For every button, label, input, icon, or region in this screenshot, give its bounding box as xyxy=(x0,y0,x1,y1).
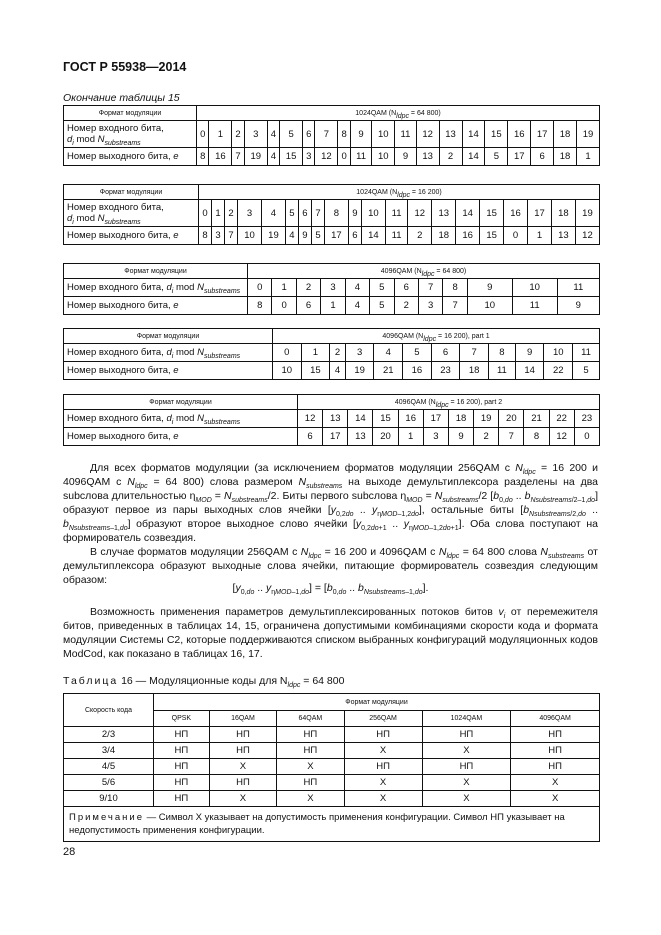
table16-caption: Таблица 16 — Модуляционные коды для $N_{ldpc} = 64$ 800 xyxy=(63,675,345,689)
table-row xyxy=(64,759,600,775)
output-bit-label: Номер выходного бита, e xyxy=(64,297,248,315)
table-cell: 8 xyxy=(524,428,549,446)
page-number: 28 xyxy=(63,846,76,858)
table-cell: 19 xyxy=(345,362,374,380)
table-cell: 1 xyxy=(321,297,345,315)
output-bit-label: Номер выходного бита, e xyxy=(64,428,298,446)
table-cell: 12 xyxy=(416,121,439,148)
body-text-1: Для всех форматов модуляции (за исключением форматов модуляции 256QAM с $N_{ldpc} = 16$ 200 и 4096QAM с $N_{ldpc} = 64$ 800) слова размером $N_{substreams}$ на выходе демультиплексора разделены на два subслова длительностью $\eta_{MOD} = N_{substreams}/2$. Биты первого subслова $\eta_{MOD} = N_{substreams}/2$ [$b_{0,do}$ .. $b_{Nsubstreams/2-1,do}$] образуют первое из пары выходных слов ячейки [$y_{0,2do}$ .. $y_{\eta MOD-1,2do}$], остальные биты [$b_{Nsubstreams/2,do}$ .. $b_{Nsubstreams-1,do}$] образуют второе выходное слово ячейки [$y_{0,2do+1}$ .. $y_{\eta MOD-1,2do+1}$]. Оба слова поступают на формирователь созвездия. В случае форматов модуляции 256QAM с $N_{ldpc} = 16$ 200 и 4096QAM с $N_{ldpc} = 64$ 800 слова $N_{substreams}$ от демультиплексора образуют выходные слова ячейки, питающие формирователь созвездия следующим образом: xyxy=(63,462,598,586)
table-cell: 7 xyxy=(460,344,489,362)
table-cell: 8 xyxy=(197,148,209,166)
table-row xyxy=(64,743,600,759)
table-cell: 12 xyxy=(575,227,599,245)
table-cell: 10 xyxy=(372,148,395,166)
modulation-col: QPSK xyxy=(154,711,210,727)
table-cell: 16 xyxy=(209,148,232,166)
table-cell: 23 xyxy=(574,410,599,428)
table-cell: 5 xyxy=(370,279,394,297)
table-cell: 3 xyxy=(303,148,315,166)
table-cell: 7 xyxy=(315,121,338,148)
table-cell: 14 xyxy=(456,200,480,227)
table-cell: НП xyxy=(422,727,511,743)
table-cell: X xyxy=(344,775,422,791)
table-cell: 6 xyxy=(298,200,311,227)
table-cell: 15 xyxy=(480,227,504,245)
table-cell: 10 xyxy=(238,227,262,245)
output-bit-label: Номер выходного бита, e xyxy=(64,227,199,245)
table-cell: 21 xyxy=(374,362,403,380)
table-cell: X xyxy=(511,775,600,791)
table-caption: Окончание таблицы 15 xyxy=(63,92,180,104)
format-title: 1024QAM ($N_{ldpc} = 16$ 200) xyxy=(199,185,600,200)
table-cell: 10 xyxy=(512,279,557,297)
table-cell: 4 xyxy=(285,227,298,245)
table-cell: 16 xyxy=(504,200,528,227)
table-cell: 15 xyxy=(373,410,398,428)
table-cell: 11 xyxy=(557,279,599,297)
table-cell: 13 xyxy=(432,200,456,227)
table-cell: 7 xyxy=(232,148,244,166)
table-cell: X xyxy=(277,791,344,807)
table-cell: 5/6 xyxy=(64,775,154,791)
table-cell: 12 xyxy=(408,200,432,227)
table-cell: 15 xyxy=(301,362,330,380)
table-cell: 5 xyxy=(280,121,303,148)
table-cell: 4 xyxy=(330,362,346,380)
input-bit-label: Номер входного бита, $d_i$ mod $N_{substreams}$ xyxy=(64,200,199,227)
table-cell: 2 xyxy=(408,227,432,245)
table-cell: 18 xyxy=(551,200,575,227)
table-cell: НП xyxy=(154,775,210,791)
table-cell: 19 xyxy=(575,200,599,227)
table-cell: 18 xyxy=(460,362,489,380)
modulation-col: 16QAM xyxy=(209,711,276,727)
table-cell: 17 xyxy=(508,148,531,166)
table-cell: 9 xyxy=(557,297,599,315)
mapping-table-3 xyxy=(63,263,600,315)
table-cell: X xyxy=(209,791,276,807)
mapping-table-2 xyxy=(63,184,600,245)
table-cell: 16 xyxy=(398,410,423,428)
mapping-table-4 xyxy=(63,328,600,380)
table-cell: 13 xyxy=(416,148,439,166)
format-title: 1024QAM ($N_{ldpc} = 64$ 800) xyxy=(197,106,600,121)
table-cell: 8 xyxy=(248,297,272,315)
table-row xyxy=(64,727,600,743)
table-cell: 5 xyxy=(403,344,432,362)
format-title: 4096QAM ($N_{ldpc} = 16$ 200), part 2 xyxy=(298,395,600,410)
table-cell: X xyxy=(422,775,511,791)
format-title: 4096QAM ($N_{ldpc} = 16$ 200), part 1 xyxy=(273,329,600,344)
table-cell: 5 xyxy=(485,148,508,166)
table-cell: 1 xyxy=(528,227,552,245)
input-bit-label: Номер входного бита, $d_i$ mod $N_{substreams}$ xyxy=(64,410,298,428)
table-cell: 11 xyxy=(573,344,600,362)
table-cell: 9 xyxy=(448,428,473,446)
rate-header: Скорость кода xyxy=(64,694,154,727)
table-cell: 18 xyxy=(554,148,577,166)
table-cell: X xyxy=(277,759,344,775)
table-cell: 11 xyxy=(385,227,407,245)
table-row xyxy=(64,791,600,807)
table-cell: 0 xyxy=(273,344,302,362)
table-cell: 18 xyxy=(448,410,473,428)
table-cell: 14 xyxy=(462,121,485,148)
modulation-col: 64QAM xyxy=(277,711,344,727)
table-cell: 15 xyxy=(280,148,303,166)
table-cell: НП xyxy=(422,759,511,775)
table-cell: НП xyxy=(209,743,276,759)
table-cell: 1 xyxy=(212,200,225,227)
table-cell: 11 xyxy=(395,121,417,148)
formula: [$y_{0,do}$ .. $y_{\eta MOD-1,do}] = [b_{0,do}$ .. $b_{Nsubstreams-1,do}$]. xyxy=(232,582,429,596)
table-cell: 10 xyxy=(361,200,385,227)
table-cell: 13 xyxy=(348,428,373,446)
format-label: Формат модуляции xyxy=(64,106,197,121)
table-cell: 13 xyxy=(551,227,575,245)
table-cell: X xyxy=(344,743,422,759)
table-cell: 8 xyxy=(488,344,515,362)
table-cell: 23 xyxy=(431,362,460,380)
table-note: Примечание — Символ X указывает на допустимость применения конфигурации. Символ НП указывает на недопустимость применения конфигурации. xyxy=(64,807,600,842)
table-cell: 4 xyxy=(267,148,279,166)
table-cell: 4 xyxy=(345,297,369,315)
table-cell: 14 xyxy=(515,362,544,380)
table-cell: 14 xyxy=(361,227,385,245)
body-text-2: Возможность применения параметров демультиплексированных потоков битов $v_i$ от перемежителя битов, приведенных в таблицах 14, 15, ограничена допустимыми комбинациями скорости кода и формата модуляции Системы С2, которые поддерживаются списком выбранных конфигураций модуляционных кодов ModCod, как показано в таблицах 16, 17. xyxy=(63,606,598,660)
table-cell: НП xyxy=(344,727,422,743)
table-cell: 21 xyxy=(524,410,549,428)
table-cell: 10 xyxy=(372,121,395,148)
table-cell: 2 xyxy=(439,148,462,166)
table-cell: 10 xyxy=(467,297,512,315)
table-cell: 4 xyxy=(261,200,285,227)
table-cell: НП xyxy=(277,743,344,759)
table-cell: 7 xyxy=(499,428,524,446)
table-cell: 11 xyxy=(512,297,557,315)
table-cell: 15 xyxy=(480,200,504,227)
table-cell: 19 xyxy=(576,121,599,148)
table-cell: 3 xyxy=(244,121,267,148)
table-cell: 16 xyxy=(456,227,480,245)
table-cell: НП xyxy=(154,759,210,775)
table-cell: 13 xyxy=(439,121,462,148)
table-cell: 1 xyxy=(576,148,599,166)
modulation-col: 4096QAM xyxy=(511,711,600,727)
table-cell: 2 xyxy=(232,121,244,148)
table-cell: 9/10 xyxy=(64,791,154,807)
table-cell: 11 xyxy=(488,362,515,380)
table-cell: НП xyxy=(154,743,210,759)
table-cell: 11 xyxy=(385,200,407,227)
input-bit-label: Номер входного бита, $d_i$ mod $N_{substreams}$ xyxy=(64,279,248,297)
table-cell: 3 xyxy=(238,200,262,227)
table-cell: 19 xyxy=(244,148,267,166)
table-cell: 2 xyxy=(474,428,499,446)
table-cell: 17 xyxy=(531,121,554,148)
table-cell: 10 xyxy=(273,362,302,380)
table-cell: НП xyxy=(511,759,600,775)
table-cell: 20 xyxy=(373,428,398,446)
table-cell: 12 xyxy=(298,410,323,428)
table-cell: 8 xyxy=(199,227,212,245)
table-cell: 3 xyxy=(423,428,448,446)
table-cell: 0 xyxy=(197,121,209,148)
table-cell: НП xyxy=(511,743,600,759)
table-cell: 3 xyxy=(345,344,374,362)
table-cell: 5 xyxy=(370,297,394,315)
table-cell: 0 xyxy=(199,200,212,227)
table-cell: 4 xyxy=(267,121,279,148)
table-cell: НП xyxy=(209,775,276,791)
table-cell: 12 xyxy=(549,428,574,446)
table-cell: 6 xyxy=(303,121,315,148)
table-cell: 6 xyxy=(431,344,460,362)
table-cell: 12 xyxy=(315,148,338,166)
table-cell: 10 xyxy=(544,344,573,362)
table-cell: 18 xyxy=(554,121,577,148)
table-cell: 18 xyxy=(432,227,456,245)
table-cell: 0 xyxy=(504,227,528,245)
table-cell: 17 xyxy=(528,200,552,227)
modulation-header: Формат модуляции xyxy=(154,694,600,711)
table-cell: 14 xyxy=(348,410,373,428)
table-cell: 1 xyxy=(209,121,232,148)
table-cell: 8 xyxy=(324,200,348,227)
table-cell: 9 xyxy=(395,148,417,166)
table-cell: 5 xyxy=(311,227,324,245)
table-cell: 19 xyxy=(474,410,499,428)
table-cell: 6 xyxy=(394,279,418,297)
input-bit-label: Номер входного бита, $d_i$ mod $N_{substreams}$ xyxy=(64,344,273,362)
modulation-col: 1024QAM xyxy=(422,711,511,727)
table-cell: 1 xyxy=(272,279,296,297)
table-cell: 6 xyxy=(348,227,361,245)
modcod-table xyxy=(63,693,600,842)
table-cell: 22 xyxy=(549,410,574,428)
table-cell: НП xyxy=(344,759,422,775)
table-cell: X xyxy=(209,759,276,775)
table-cell: 5 xyxy=(573,362,600,380)
table-cell: 7 xyxy=(311,200,324,227)
table-cell: 16 xyxy=(403,362,432,380)
table-cell: 17 xyxy=(323,428,348,446)
table-cell: 20 xyxy=(499,410,524,428)
table-cell: 4/5 xyxy=(64,759,154,775)
table-cell: X xyxy=(422,791,511,807)
table-cell: 2 xyxy=(330,344,346,362)
table-cell: 0 xyxy=(338,148,350,166)
table-cell: 9 xyxy=(298,227,311,245)
table-cell: 9 xyxy=(467,279,512,297)
table-cell: 4 xyxy=(345,279,369,297)
table-cell: 7 xyxy=(443,297,467,315)
table-cell: 16 xyxy=(508,121,531,148)
table-cell: 7 xyxy=(418,279,442,297)
table-cell: 2 xyxy=(225,200,238,227)
table-cell: 1 xyxy=(301,344,330,362)
output-bit-label: Номер выходного бита, e xyxy=(64,362,273,380)
table-cell: НП xyxy=(154,791,210,807)
table-cell: 15 xyxy=(485,121,508,148)
table-cell: 3 xyxy=(321,279,345,297)
modulation-col: 256QAM xyxy=(344,711,422,727)
format-title: 4096QAM ($N_{ldpc} = 64$ 800) xyxy=(248,264,600,279)
mapping-table-1 xyxy=(63,105,600,166)
table-cell: 7 xyxy=(225,227,238,245)
document-header: ГОСТ Р 55938—2014 xyxy=(63,60,187,74)
table-cell: 3 xyxy=(212,227,225,245)
table-cell: 5 xyxy=(285,200,298,227)
input-bit-label: Номер входного бита, $d_i$ mod $N_{substreams}$ xyxy=(64,121,197,148)
table-cell: 9 xyxy=(348,200,361,227)
table-cell: 8 xyxy=(338,121,350,148)
table-cell: 17 xyxy=(423,410,448,428)
table-cell: 6 xyxy=(296,297,320,315)
table-cell: 6 xyxy=(531,148,554,166)
table-cell: X xyxy=(422,743,511,759)
table-cell: НП xyxy=(277,727,344,743)
table-cell: X xyxy=(511,791,600,807)
table-cell: 11 xyxy=(350,148,372,166)
format-label: Формат модуляции xyxy=(64,264,248,279)
table-cell: 9 xyxy=(350,121,372,148)
table-cell: 13 xyxy=(323,410,348,428)
format-label: Формат модуляции xyxy=(64,185,199,200)
format-label: Формат модуляции xyxy=(64,329,273,344)
table-cell: 2 xyxy=(394,297,418,315)
table-cell: 19 xyxy=(261,227,285,245)
table-cell: НП xyxy=(154,727,210,743)
table-cell: 2 xyxy=(296,279,320,297)
table-cell: 0 xyxy=(574,428,599,446)
table-cell: X xyxy=(344,791,422,807)
table-cell: 1 xyxy=(398,428,423,446)
format-label: Формат модуляции xyxy=(64,395,298,410)
table-cell: НП xyxy=(209,727,276,743)
table-cell: 4 xyxy=(374,344,403,362)
table-cell: 3 xyxy=(418,297,442,315)
table-cell: НП xyxy=(277,775,344,791)
table-cell: 14 xyxy=(462,148,485,166)
table-cell: 0 xyxy=(248,279,272,297)
table-cell: 3/4 xyxy=(64,743,154,759)
table-cell: 6 xyxy=(298,428,323,446)
table-row xyxy=(64,775,600,791)
mapping-table-5 xyxy=(63,394,600,446)
table-cell: 17 xyxy=(324,227,348,245)
output-bit-label: Номер выходного бита, e xyxy=(64,148,197,166)
table-cell: 22 xyxy=(544,362,573,380)
table-cell: НП xyxy=(511,727,600,743)
table-cell: 0 xyxy=(272,297,296,315)
table-cell: 2/3 xyxy=(64,727,154,743)
table-cell: 8 xyxy=(443,279,467,297)
table-cell: 9 xyxy=(515,344,544,362)
